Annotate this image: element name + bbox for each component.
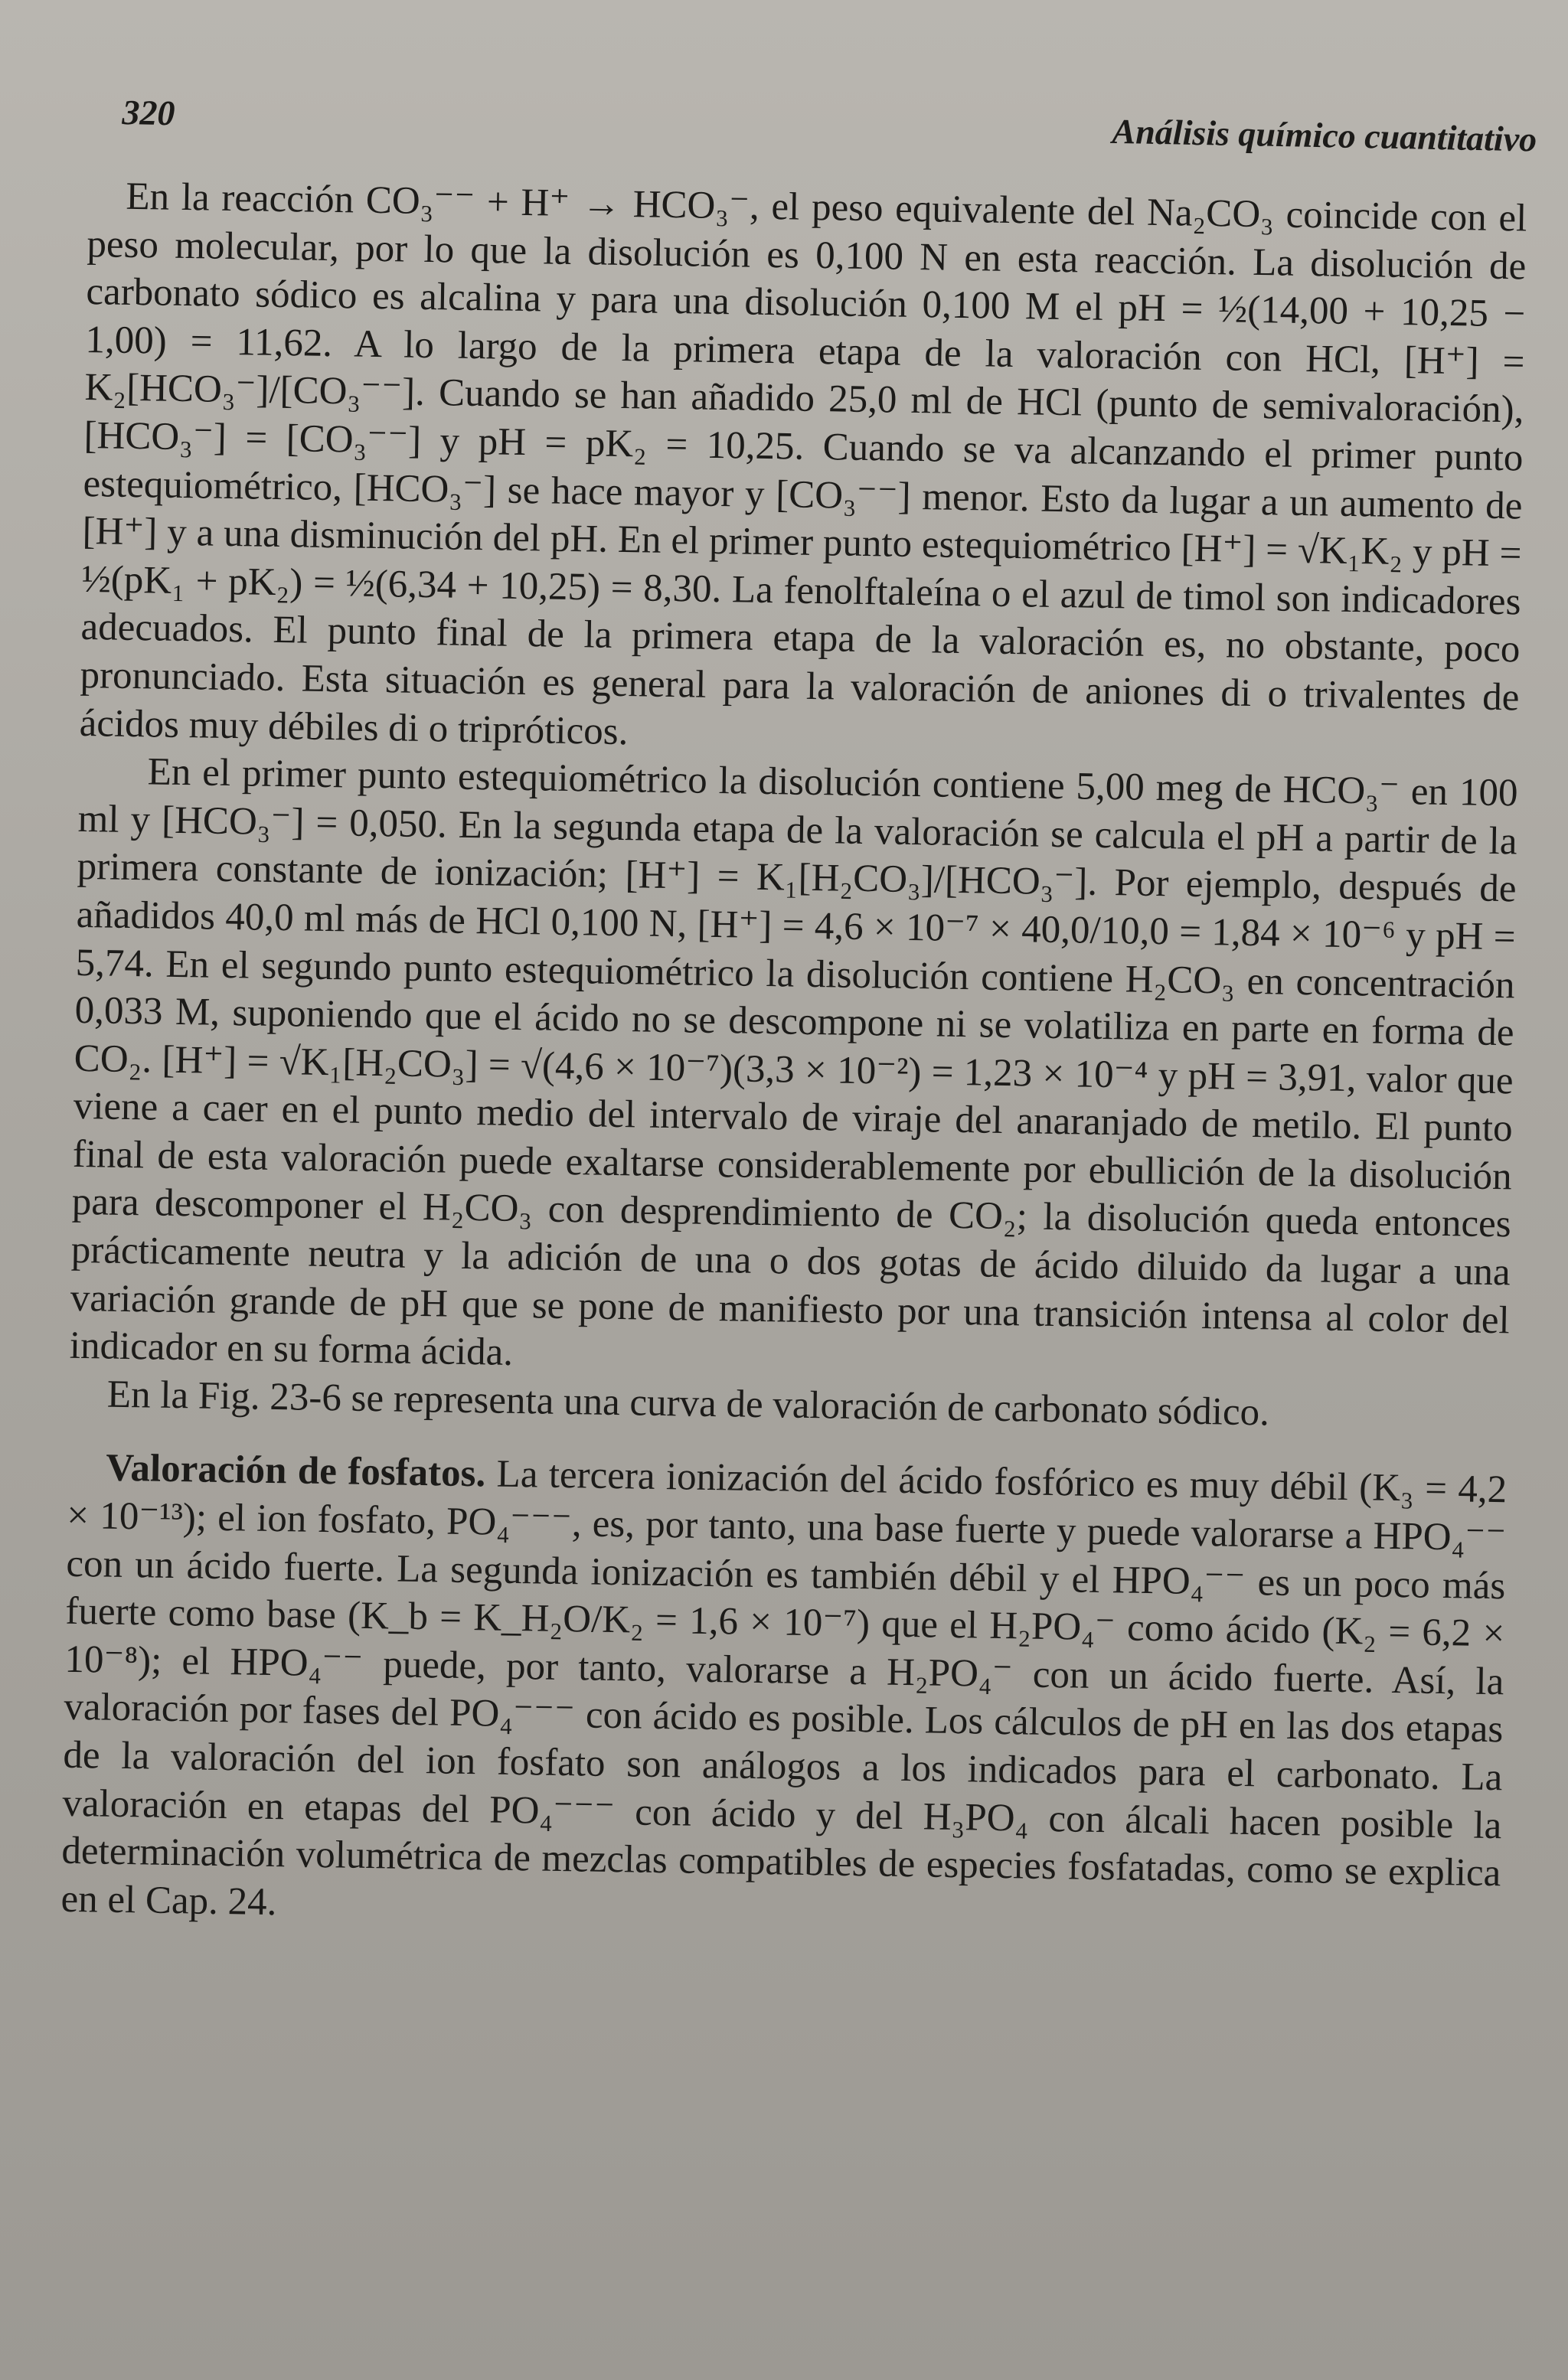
section-text: La tercera ionización del ácido fosfórico es muy débil (K₃ = 4,2 × 10⁻¹³); el ion fosfato, PO₄⁻⁻⁻, es, por tanto, una base fuerte y puede valorarse a HPO₄⁻⁻ con un ácido fuerte. La segunda ionización es también débil y el HPO₄⁻⁻ es un poco más fuerte como base (K_b = K_H₂O/K₂ = 1,6 × 10⁻⁷) que el H₂PO₄⁻ como ácido (K₂ = 6,2 × 10⁻⁸); el HPO₄⁻⁻ puede, por tanto, valorarse a H₂PO₄⁻ con un ácido fuerte. Así, la valoración por fases del PO₄⁻⁻⁻ con ácido es posible. Los cálculos de pH en las dos etapas de la valoración del ion fosfato son análogos a los indicados para el carbonato. La valoración en etapas del PO₄⁻⁻⁻ con ácido y del H₃PO₄ con álcali hacen posible la determinación volumétrica de mezclas compatibles de especies fosfatadas, como se explica en el Cap. 24. (60, 1453, 1508, 1924)
paragraph-carbonate-first-stage: En la reacción CO₃⁻⁻ + H⁺ → HCO₃⁻, el peso equivalente del Na₂CO₃ coincide con el peso molecular, por lo que la disolución es 0,100 N en esta reacción. La disolución de carbonato sódico es alcalina y para una disolución 0,100 M el pH = ½(14,00 + 10,25 − 1,00) = 11,62. A lo largo de la primera etapa de la valoración con HCl, [H⁺] = K₂[HCO₃⁻]/[CO₃⁻⁻]. Cuando se han añadido 25,0 ml de HCl (punto de semivaloración), [HCO₃⁻] = [CO₃⁻⁻] y pH = pK₂ = 10,25. Cuando se va alcanzando el primer punto estequiométrico, [HCO₃⁻] se hace mayor y [CO₃⁻⁻] menor. Esto da lugar a un aumento de [H⁺] y a una disminución del pH. En el primer punto estequiométrico [H⁺] = √K₁K₂ y pH = ½(pK₁ + pK₂) = ½(6,34 + 10,25) = 8,30. La fenolftaleína o el azul de timol son indicadores adecuados. El punto final de la primera etapa de la valoración es, no obstante, poco pronunciado. Esta situación es general para la valoración de aniones di o trivalentes de ácidos muy débiles di o tripróticos. (79, 175, 1527, 753)
paragraph-carbonate-second-stage: En el primer punto estequiométrico la disolución contiene 5,00 meg de HCO₃⁻ en 100 ml y [HCO₃⁻] = 0,050. En la segunda etapa de la valoración se calcula el pH a partir de la primera constante de ionización; [H⁺] = K₁[H₂CO₃]/[HCO₃⁻]. Por ejemplo, después de añadidos 40,0 ml más de HCl 0,100 N, [H⁺] = 4,6 × 10⁻⁷ × 40,0/10,0 = 1,84 × 10⁻⁶ y pH = 5,74. En el segundo punto estequiométrico la disolución contiene H₂CO₃ en concentración 0,033 M, suponiendo que el ácido no se descompone ni se volatiliza en parte en forma de CO₂. [H⁺] = √K₁[H₂CO₃] = √(4,6 × 10⁻⁷)(3,3 × 10⁻²) = 1,23 × 10⁻⁴ y pH = 3,91, valor que viene a caer en el punto medio del intervalo de viraje del anaranjado de metilo. El punto final de esta valoración puede exaltarse considerablemente por ebullición de la disolución para descomponer el H₂CO₃ con desprendimiento de CO₂; la disolución queda entonces prácticamente neutra y la adición de una o dos gotas de ácido diluido da lugar a una variación grande de pH que se pone de manifiesto por una transición intensa al color del indicador en su forma ácida. (69, 750, 1518, 1375)
page-number: 320 (122, 92, 175, 133)
body-text (60, 172, 1527, 1946)
phosphate-section (60, 1444, 1508, 1945)
running-title: Análisis químico cuantitativo (1112, 111, 1537, 159)
section-heading: Valoración de fosfatos. (105, 1447, 486, 1496)
page-header (122, 92, 1537, 159)
paragraph-figure-reference: En la Fig. 23-6 se representa una curva de valoración de carbonato sódico. (106, 1373, 1270, 1435)
